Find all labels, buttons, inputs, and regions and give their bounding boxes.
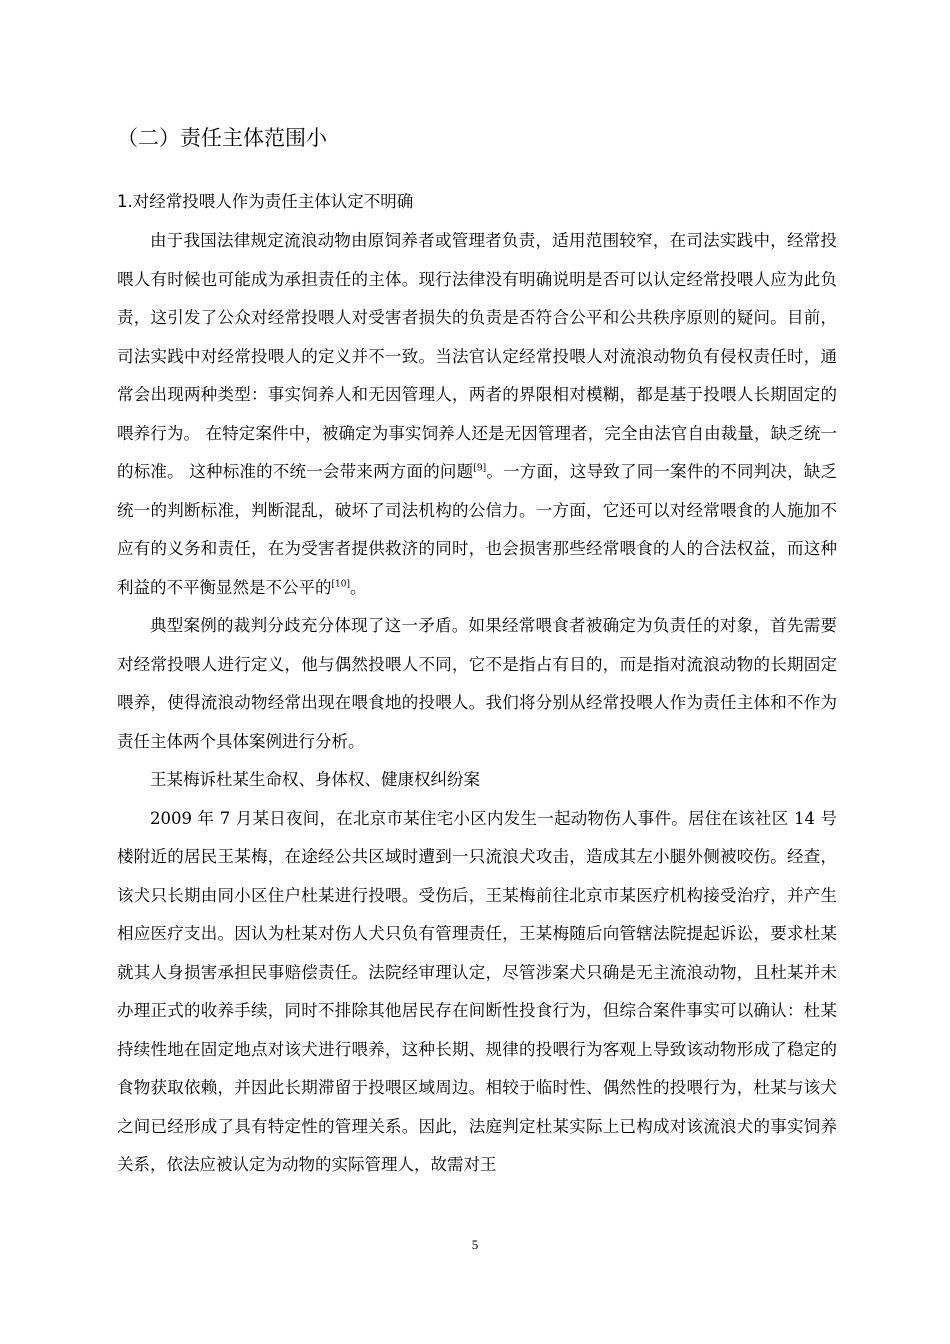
paragraph-1-text-c: 。 [349,577,367,597]
page-number: 5 [471,1237,479,1252]
paragraph-1-text-b: 。一方面，这导致了同一案件的不同判决，缺乏统一的判断标准，判断混乱，破坏了司法机构的公信力。一方面，它还可以对经常喂食的人施加不应有的义务和责任，在为受害者提供救济的同时，也会损害那些经常喂食的人的合法权益，而这种利益的不平衡显然是不公平的 [117,462,838,597]
paragraph-2: 典型案例的裁判分歧充分体现了这一矛盾。如果经常喂食者被确定为负责任的对象，首先需要对经常投喂人进行定义，他与偶然投喂人不同，它不是指占有目的，而是指对流浪动物的长期固定喂养，使得流浪动物经常出现在喂食地的投喂人。我们将分别从经常投喂人作为责任主体和不作为责任主体两个具体案例进行分析。 [117,616,837,751]
paragraph-1 [117,222,837,607]
citation-10: [10] [331,579,350,589]
paragraph-3: 2009 年 7 月某日夜间，在北京市某住宅小区内发生一起动物伤人事件。居住在该社区 14 号楼附近的居民王某梅，在途经公共区域时遭到一只流浪犬攻击，造成其左小腿外侧被咬伤。经查，该犬只长期由同小区住户杜某进行投喂。受伤后，王某梅前往北京市某医疗机构接受治疗，并产生相应医疗支出。因认为杜某对伤人犬只负有管理责任，王某梅随后向管辖法院提起诉讼，要求杜某就其人身损害承担民事赔偿责任。法院经审理认定，尽管涉案犬只确是无主流浪动物，且杜某并未办理正式的收养手续，同时不排除其他居民存在间断性投食行为，但综合案件事实可以确认：杜某持续性地在固定地点对该犬进行喂养，这种长期、规律的投喂行为客观上导致该动物形成了稳定的食物获取依赖，并因此长期滞留于投喂区域周边。相较于临时性、偶然性的投喂行为，杜某与该犬之间已经形成了具有特定性的管理关系。因此，法庭判定杜某实际上已构成对该流浪犬的事实饲养关系，依法应被认定为动物的实际管理人，故需对王 [117,808,837,1174]
subsection-heading: 1.对经常投喂人作为责任主体认定不明确 [117,192,414,211]
case-title: 王某梅诉杜某生命权、身体权、健康权纠纷案 [150,770,480,789]
paragraph-1-text-a: 由于我国法律规定流浪动物由原饲养者或管理者负责，适用范围较窄，在司法实践中，经常投喂人有时候也可能成为承担责任的主体。现行法律没有明确说明是否可以认定经常投喂人应为此负责，这引发了公众对经常投喂人对受害者损失的负责是否符合公平和公共秩序原则的疑问。目前，司法实践中对经常投喂人的定义并不一致。当法官认定经常投喂人对流浪动物负有侵权责任时，通常会出现两种类型：事实饲养人和无因管理人，两者的界限相对模糊，都是基于投喂人长期固定的喂养行为。 在特定案件中，被确定为事实饲养人还是无因管理者，完全由法官自由裁量，缺乏统一的标准。 这种标准的不统一会带来两方面的问题 [117,231,837,481]
body-text [117,222,837,1185]
section-heading: （二）责任主体范围小 [117,126,327,150]
citation-9: [9] [473,463,487,474]
